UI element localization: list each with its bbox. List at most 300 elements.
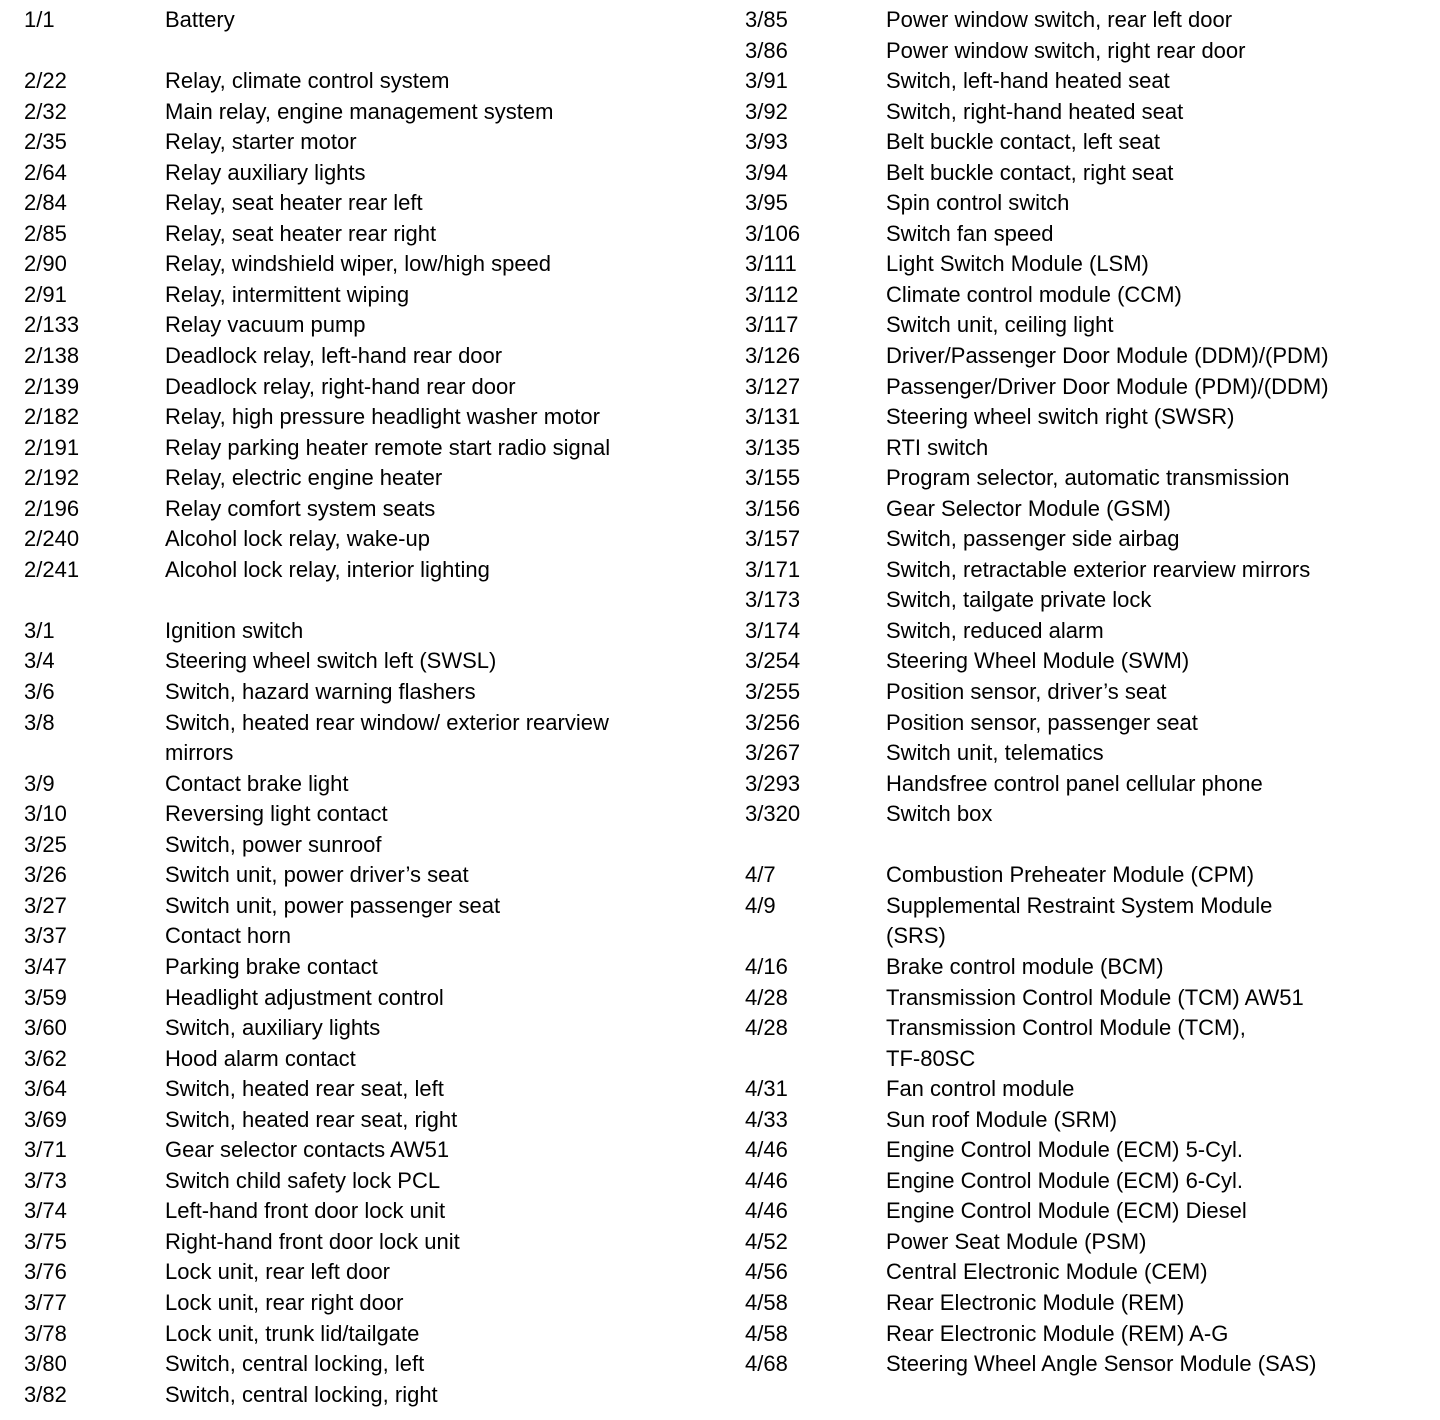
component-row: [745, 1227, 1435, 1258]
description-line: Main relay, engine management system: [165, 98, 554, 124]
component-row: [745, 158, 1435, 189]
description-line: Relay, windshield wiper, low/high speed: [165, 251, 552, 277]
component-description: [886, 555, 1435, 586]
component-row: [745, 616, 1435, 647]
description-line: Switch unit, ceiling light: [886, 312, 1114, 338]
description-line: Handsfree control panel cellular phone: [886, 770, 1263, 796]
description-line: Switch fan speed: [886, 220, 1054, 246]
component-description: [165, 1135, 714, 1166]
component-row: [24, 616, 714, 647]
component-code: 3/78: [24, 1320, 67, 1346]
component-code: 3/26: [24, 862, 67, 888]
component-code: 3/73: [24, 1167, 67, 1193]
component-row: [745, 463, 1435, 494]
component-row: [745, 769, 1435, 800]
description-line: Deadlock relay, right-hand rear door: [165, 373, 516, 399]
component-code: 4/52: [745, 1228, 788, 1254]
component-code: 3/71: [24, 1137, 67, 1163]
component-code: 3/6: [24, 679, 55, 705]
description-line: Switch unit, telematics: [886, 740, 1104, 766]
description-line: Hood alarm contact: [165, 1045, 356, 1071]
description-line: Parking brake contact: [165, 953, 378, 979]
component-description: [886, 1319, 1435, 1350]
section-spacer: [24, 36, 714, 67]
component-row: [745, 1166, 1435, 1197]
description-line: Lock unit, trunk lid/tailgate: [165, 1320, 420, 1346]
description-line: Switch unit, power passenger seat: [165, 892, 501, 918]
component-row: [745, 708, 1435, 739]
component-row: [745, 402, 1435, 433]
description-line: Relay, starter motor: [165, 129, 357, 155]
component-row: [24, 1135, 714, 1166]
component-description: [165, 646, 714, 677]
description-line: Program selector, automatic transmission: [886, 465, 1290, 491]
component-code: 3/320: [745, 801, 801, 827]
component-code: 3/27: [24, 892, 67, 918]
component-code: 1/1: [24, 7, 55, 32]
description-line: Relay auxiliary lights: [165, 159, 366, 185]
component-code: 3/64: [24, 1076, 67, 1102]
component-code: 3/254: [745, 648, 801, 674]
component-code: 4/31: [745, 1076, 788, 1102]
description-line: Switch, hazard warning flashers: [165, 679, 476, 705]
description-line: Switch, central locking, left: [165, 1351, 425, 1377]
component-description: [886, 1166, 1435, 1197]
component-description: [165, 1257, 714, 1288]
component-description: [886, 127, 1435, 158]
component-code: 3/173: [745, 587, 801, 613]
component-code: 3/10: [24, 801, 67, 827]
component-row: [745, 524, 1435, 555]
description-line: Steering wheel switch left (SWSL): [165, 648, 497, 674]
component-row: [745, 66, 1435, 97]
component-row: [24, 1257, 714, 1288]
component-row: [24, 66, 714, 97]
component-code: 2/241: [24, 556, 80, 582]
description-line: Left-hand front door lock unit: [165, 1198, 446, 1224]
component-description: [165, 280, 714, 311]
component-description: [886, 1196, 1435, 1227]
component-code: 3/77: [24, 1289, 67, 1315]
description-line: Belt buckle contact, right seat: [886, 159, 1174, 185]
component-description: [886, 1257, 1435, 1288]
description-line: (SRS): [886, 923, 946, 949]
description-line: Switch, power sunroof: [165, 831, 382, 857]
component-code: 4/9: [745, 892, 776, 918]
description-line: Switch child safety lock PCL: [165, 1167, 441, 1193]
component-row: [745, 1105, 1435, 1136]
component-row: [24, 1013, 714, 1044]
component-code: 4/28: [745, 1015, 788, 1041]
component-code: 2/90: [24, 251, 67, 277]
component-code: 3/127: [745, 373, 801, 399]
component-description: [886, 463, 1435, 494]
component-code: 3/155: [745, 465, 801, 491]
component-code: 3/4: [24, 648, 55, 674]
component-list-right-column: [745, 5, 1435, 1380]
component-row: [24, 921, 714, 952]
component-code: 3/157: [745, 526, 801, 552]
description-line: Switch, heated rear seat, left: [165, 1076, 444, 1102]
component-description: [886, 1349, 1435, 1380]
component-row: [745, 677, 1435, 708]
component-description: [886, 341, 1435, 372]
description-line: Lock unit, rear left door: [165, 1259, 391, 1285]
description-line: Combustion Preheater Module (CPM): [886, 862, 1255, 888]
component-description: [165, 219, 714, 250]
component-description: [165, 372, 714, 403]
component-code: 3/126: [745, 343, 801, 369]
component-row: [24, 524, 714, 555]
component-description: [886, 646, 1435, 677]
component-code: 2/133: [24, 312, 80, 338]
component-row: [24, 891, 714, 922]
description-line: Central Electronic Module (CEM): [886, 1259, 1208, 1285]
component-code: 3/80: [24, 1351, 67, 1377]
description-line: Switch, passenger side airbag: [886, 526, 1180, 552]
description-line: Switch, reduced alarm: [886, 617, 1104, 643]
component-row: [24, 983, 714, 1014]
component-description: [886, 524, 1435, 555]
component-row: [745, 97, 1435, 128]
component-description: [165, 983, 714, 1014]
description-line: mirrors: [165, 740, 234, 766]
description-line: Switch, heated rear window/ exterior rearview: [165, 709, 609, 735]
component-description: [886, 799, 1435, 830]
description-line: Engine Control Module (ECM) 5-Cyl.: [886, 1137, 1244, 1163]
description-line: Ignition switch: [165, 617, 304, 643]
component-description: [886, 952, 1435, 983]
component-row: [24, 1044, 714, 1075]
description-line: Steering Wheel Module (SWM): [886, 648, 1190, 674]
component-description: [886, 1227, 1435, 1258]
component-row: [24, 799, 714, 830]
description-line: Light Switch Module (LSM): [886, 251, 1149, 277]
component-code: 3/25: [24, 831, 67, 857]
component-code: 3/131: [745, 404, 801, 430]
component-description: [165, 799, 714, 830]
component-row: [745, 585, 1435, 616]
component-row: [745, 372, 1435, 403]
component-code: 2/22: [24, 68, 67, 94]
component-description: [886, 891, 1435, 952]
component-row: [745, 219, 1435, 250]
description-line: Reversing light contact: [165, 801, 388, 827]
component-code: 3/76: [24, 1259, 67, 1285]
component-description: [165, 860, 714, 891]
description-line: Engine Control Module (ECM) 6-Cyl.: [886, 1167, 1244, 1193]
component-row: [745, 249, 1435, 280]
description-line: Switch, right-hand heated seat: [886, 98, 1184, 124]
component-description: [886, 494, 1435, 525]
component-code: 2/138: [24, 343, 80, 369]
component-description: [886, 616, 1435, 647]
component-row: [745, 952, 1435, 983]
component-description: [886, 372, 1435, 403]
component-code: 2/139: [24, 373, 80, 399]
component-code: 2/196: [24, 495, 80, 521]
component-row: [745, 188, 1435, 219]
component-code: 3/112: [745, 281, 799, 307]
component-code: 4/46: [745, 1198, 788, 1224]
description-line: Fan control module: [886, 1076, 1075, 1102]
component-code: 4/58: [745, 1289, 788, 1315]
component-description: [165, 1105, 714, 1136]
component-row: [745, 127, 1435, 158]
component-description: [886, 1013, 1435, 1074]
component-code: 3/60: [24, 1015, 67, 1041]
component-code: 2/182: [24, 404, 80, 430]
component-row: [745, 1135, 1435, 1166]
component-row: [745, 799, 1435, 830]
component-description: [165, 341, 714, 372]
component-row: [24, 952, 714, 983]
description-line: Relay, electric engine heater: [165, 465, 443, 491]
component-description: [886, 433, 1435, 464]
component-code: 3/293: [745, 770, 801, 796]
component-row: [24, 280, 714, 311]
component-description: [886, 36, 1435, 67]
component-code: 4/56: [745, 1259, 788, 1285]
component-row: [24, 860, 714, 891]
component-description: [165, 555, 714, 586]
component-description: [165, 524, 714, 555]
component-code: 4/7: [745, 862, 776, 888]
component-code: 4/33: [745, 1106, 788, 1132]
component-description: [886, 708, 1435, 739]
component-code: 2/240: [24, 526, 80, 552]
component-row: [745, 738, 1435, 769]
component-row: [24, 219, 714, 250]
component-description: [886, 158, 1435, 189]
component-row: [24, 1105, 714, 1136]
component-code: 4/68: [745, 1351, 788, 1377]
component-row: [24, 463, 714, 494]
component-description: [886, 983, 1435, 1014]
component-row: [745, 1257, 1435, 1288]
description-line: TF-80SC: [886, 1045, 976, 1071]
component-code: 2/35: [24, 129, 67, 155]
description-line: Relay, seat heater rear left: [165, 190, 423, 216]
component-code: 4/46: [745, 1167, 788, 1193]
component-code: 2/191: [24, 434, 80, 460]
component-description: [165, 402, 714, 433]
component-code: 3/9: [24, 770, 55, 796]
component-code: 3/82: [24, 1381, 67, 1407]
description-line: Belt buckle contact, left seat: [886, 129, 1160, 155]
component-code: 3/91: [745, 68, 788, 94]
component-row: [745, 5, 1435, 36]
component-description: [886, 402, 1435, 433]
description-line: Switch, heated rear seat, right: [165, 1106, 458, 1132]
description-line: Transmission Control Module (TCM),: [886, 1015, 1246, 1041]
component-row: [24, 769, 714, 800]
component-code: 3/85: [745, 7, 788, 32]
component-code: 4/46: [745, 1137, 788, 1163]
component-code: 3/69: [24, 1106, 67, 1132]
component-code: 3/256: [745, 709, 801, 735]
component-row: [745, 310, 1435, 341]
description-line: Rear Electronic Module (REM): [886, 1289, 1185, 1315]
component-code: 2/84: [24, 190, 67, 216]
description-line: Switch, tailgate private lock: [886, 587, 1152, 613]
component-row: [745, 341, 1435, 372]
component-row: [24, 1166, 714, 1197]
component-description: [165, 830, 714, 861]
component-description: [886, 1135, 1435, 1166]
component-code: 3/111: [745, 251, 797, 277]
component-row: [745, 1349, 1435, 1380]
component-row: [745, 1013, 1435, 1074]
component-row: [745, 983, 1435, 1014]
component-code: 3/8: [24, 709, 55, 735]
component-code: 3/174: [745, 617, 801, 643]
component-description: [165, 1288, 714, 1319]
component-description: [165, 66, 714, 97]
description-line: Position sensor, driver’s seat: [886, 679, 1167, 705]
description-line: Passenger/Driver Door Module (PDM)/(DDM): [886, 373, 1329, 399]
description-line: Steering wheel switch right (SWSR): [886, 404, 1235, 430]
component-code: 2/32: [24, 98, 67, 124]
description-line: Driver/Passenger Door Module (DDM)/(PDM): [886, 343, 1329, 369]
component-row: [745, 36, 1435, 67]
component-code: 3/75: [24, 1228, 67, 1254]
component-description: [165, 921, 714, 952]
component-code: 3/62: [24, 1045, 67, 1071]
component-description: [165, 616, 714, 647]
component-description: [165, 769, 714, 800]
description-line: Relay parking heater remote start radio signal: [165, 434, 611, 460]
component-description: [165, 677, 714, 708]
description-line: Supplemental Restraint System Module: [886, 892, 1273, 918]
component-row: [24, 1196, 714, 1227]
component-code: 4/28: [745, 984, 788, 1010]
component-code: 2/64: [24, 159, 67, 185]
description-line: Alcohol lock relay, wake-up: [165, 526, 430, 552]
component-code: 3/171: [745, 556, 801, 582]
component-description: [886, 5, 1435, 36]
description-line: Switch box: [886, 801, 993, 827]
component-row: [24, 1227, 714, 1258]
description-line: Switch, retractable exterior rearview mirrors: [886, 556, 1311, 582]
component-row: [745, 1074, 1435, 1105]
component-description: [886, 1105, 1435, 1136]
component-code: 3/93: [745, 129, 788, 155]
description-line: Battery: [165, 7, 235, 32]
component-description: [165, 891, 714, 922]
component-description: [886, 310, 1435, 341]
description-line: Climate control module (CCM): [886, 281, 1182, 307]
description-line: Contact horn: [165, 923, 291, 949]
component-row: [745, 555, 1435, 586]
component-row: [24, 646, 714, 677]
component-row: [24, 1074, 714, 1105]
component-description: [886, 219, 1435, 250]
component-code: 3/1: [24, 617, 55, 643]
component-description: [165, 433, 714, 464]
component-description: [165, 494, 714, 525]
component-description: [886, 66, 1435, 97]
component-description: [165, 463, 714, 494]
component-description: [165, 1044, 714, 1075]
component-description: [165, 127, 714, 158]
description-line: Switch, auxiliary lights: [165, 1015, 381, 1041]
component-code: 3/135: [745, 434, 801, 460]
component-description: [165, 1196, 714, 1227]
description-line: Switch, central locking, right: [165, 1381, 438, 1407]
component-code: 3/92: [745, 98, 788, 124]
description-line: Headlight adjustment control: [165, 984, 444, 1010]
component-row: [24, 494, 714, 525]
description-line: Right-hand front door lock unit: [165, 1228, 460, 1254]
component-row: [24, 433, 714, 464]
component-code: 3/59: [24, 984, 67, 1010]
component-code: 4/58: [745, 1320, 788, 1346]
description-line: Power Seat Module (PSM): [886, 1228, 1147, 1254]
component-code: 3/94: [745, 159, 788, 185]
component-description: [886, 1288, 1435, 1319]
component-row: [24, 677, 714, 708]
component-code: 4/16: [745, 953, 788, 979]
component-description: [165, 1166, 714, 1197]
component-row: [745, 280, 1435, 311]
component-code: 3/37: [24, 923, 67, 949]
description-line: Contact brake light: [165, 770, 349, 796]
component-code: 3/95: [745, 190, 788, 216]
component-description: [165, 249, 714, 280]
component-description: [886, 280, 1435, 311]
component-code: 3/267: [745, 740, 801, 766]
description-line: Switch unit, power driver’s seat: [165, 862, 469, 888]
description-line: Relay, climate control system: [165, 68, 450, 94]
description-line: Relay, seat heater rear right: [165, 220, 437, 246]
component-row: [24, 708, 714, 769]
description-line: Power window switch, rear left door: [886, 7, 1233, 32]
component-code: 3/47: [24, 953, 67, 979]
component-row: [745, 891, 1435, 952]
component-code: 3/86: [745, 37, 788, 63]
component-description: [165, 188, 714, 219]
description-line: Engine Control Module (ECM) Diesel: [886, 1198, 1247, 1224]
component-row: [24, 5, 714, 36]
component-description: [886, 585, 1435, 616]
component-description: [165, 952, 714, 983]
description-line: Relay, high pressure headlight washer motor: [165, 404, 600, 430]
description-line: Gear selector contacts AW51: [165, 1137, 450, 1163]
component-description: [165, 158, 714, 189]
component-row: [24, 188, 714, 219]
component-code: 2/85: [24, 220, 67, 246]
component-row: [24, 1288, 714, 1319]
component-row: [24, 372, 714, 403]
description-line: Brake control module (BCM): [886, 953, 1164, 979]
component-description: [886, 1074, 1435, 1105]
component-description: [165, 5, 714, 36]
description-line: Relay comfort system seats: [165, 495, 436, 521]
section-spacer: [24, 585, 714, 616]
component-row: [24, 310, 714, 341]
description-line: Relay, intermittent wiping: [165, 281, 410, 307]
description-line: Steering Wheel Angle Sensor Module (SAS): [886, 1351, 1317, 1377]
section-spacer: [745, 830, 1435, 861]
component-row: [745, 860, 1435, 891]
component-code: 3/156: [745, 495, 801, 521]
component-row: [745, 1196, 1435, 1227]
component-row: [745, 433, 1435, 464]
component-description: [165, 1349, 714, 1380]
component-code: 3/106: [745, 220, 801, 246]
component-row: [745, 1288, 1435, 1319]
